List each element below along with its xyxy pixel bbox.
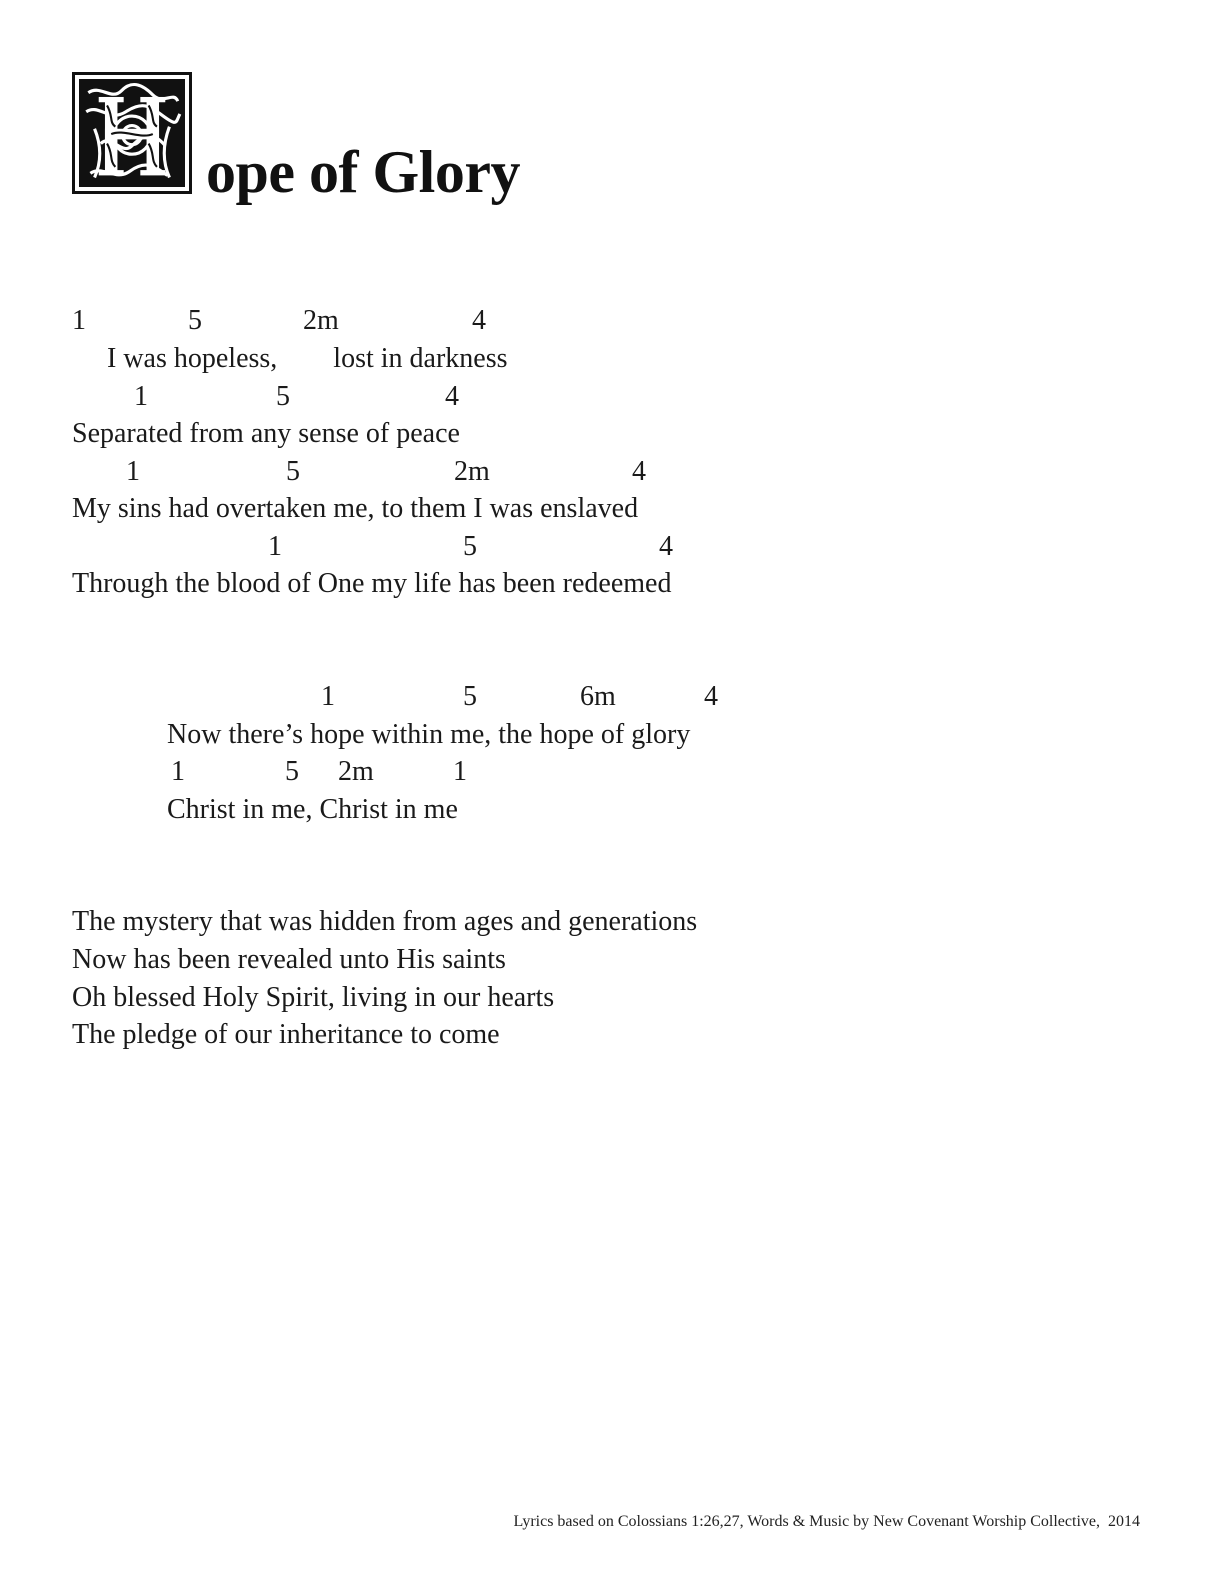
lyric-text: Now has been revealed unto His saints [72,944,506,975]
chord: 1 [453,756,467,787]
chord: 5 [285,756,299,787]
lyric-text: My sins had overtaken me, to them I was enslaved [72,493,639,524]
chord: 4 [472,305,486,336]
chord: 4 [632,456,646,487]
chord: 4 [445,381,459,412]
chord: 5 [286,456,300,487]
chord: 1 [268,531,282,562]
chord: 4 [704,681,718,712]
chord: 1 [126,456,140,487]
song-title: ope of Glory [206,139,520,205]
lyric-text: Now there’s hope within me, the hope of glory [167,719,691,750]
chord: 6m [580,681,616,712]
lyric-text: Through the blood of One my life has been redeemed [72,568,672,599]
chord: 2m [303,305,339,336]
celtic-knot-initial-icon [80,80,184,186]
chord: 2m [338,756,374,787]
chord: 1 [72,305,86,336]
lyric-text: Christ in me, Christ in me [167,794,458,825]
chord: 5 [276,381,290,412]
chord: 5 [463,531,477,562]
lyric-text: Oh blessed Holy Spirit, living in our hearts [72,982,555,1013]
chord: 4 [659,531,673,562]
lyric-text: The pledge of our inheritance to come [72,1019,500,1050]
ornamental-initial [72,72,192,194]
credits-footer: Lyrics based on Colossians 1:26,27, Words & Music by New Covenant Worship Collective, 2014 [513,1513,1140,1530]
chord: 5 [188,305,202,336]
chord: 1 [321,681,335,712]
lyric-text: I was hopeless, lost in darkness [107,343,508,374]
lyric-text: Separated from any sense of peace [72,418,460,449]
chord: 1 [134,381,148,412]
lyric-text: The mystery that was hidden from ages and generations [72,906,698,937]
chord: 2m [454,456,490,487]
chord: 1 [171,756,185,787]
chord: 5 [463,681,477,712]
